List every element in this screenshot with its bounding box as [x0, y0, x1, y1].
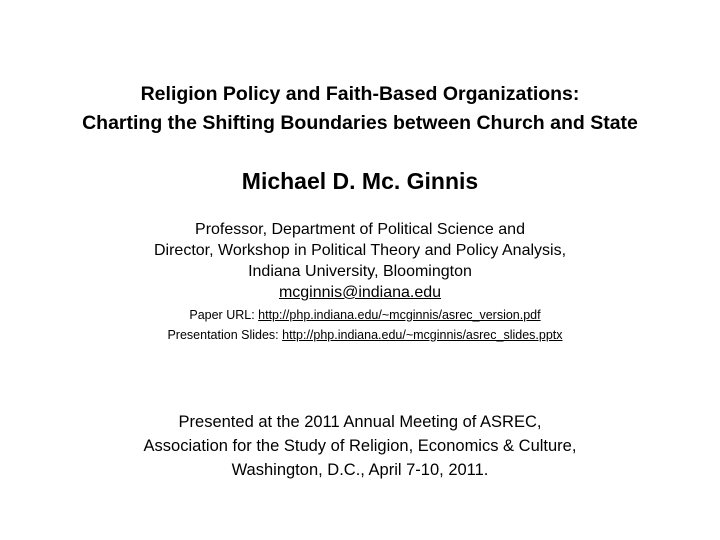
presented-line-1: Presented at the 2011 Annual Meeting of ASREC, — [178, 413, 542, 431]
presentation-info — [0, 410, 720, 482]
email-link[interactable]: mcginnis@indiana.edu — [278, 284, 442, 301]
affiliation-line-3: Indiana University, Bloomington — [248, 263, 472, 280]
presented-line-2: Association for the Study of Religion, Economics & Culture, — [143, 437, 577, 455]
author-name: Michael D. Mc. Ginnis — [241, 168, 479, 194]
paper-url-label: Paper URL: — [189, 308, 259, 322]
slides-url-row — [0, 325, 720, 345]
slides-url-label: Presentation Slides: — [167, 328, 283, 342]
title-line-2: Charting the Shifting Boundaries between Church and State — [82, 112, 638, 134]
presented-line-3: Washington, D.C., April 7-10, 2011. — [231, 461, 489, 479]
affiliation-line-1: Professor, Department of Political Science and — [195, 221, 525, 238]
affiliation — [0, 219, 720, 303]
paper-url-link[interactable]: http://php.indiana.edu/~mcginnis/asrec_version.pdf — [258, 308, 541, 322]
paper-url-row — [0, 305, 720, 325]
title-line-1: Religion Policy and Faith-Based Organizations: — [140, 83, 580, 105]
affiliation-line-2: Director, Workshop in Political Theory and Policy Analysis, — [153, 242, 567, 259]
resource-links — [0, 305, 720, 345]
slides-url-link[interactable]: http://php.indiana.edu/~mcginnis/asrec_slides.pptx — [282, 328, 563, 342]
slide-title — [0, 80, 720, 138]
